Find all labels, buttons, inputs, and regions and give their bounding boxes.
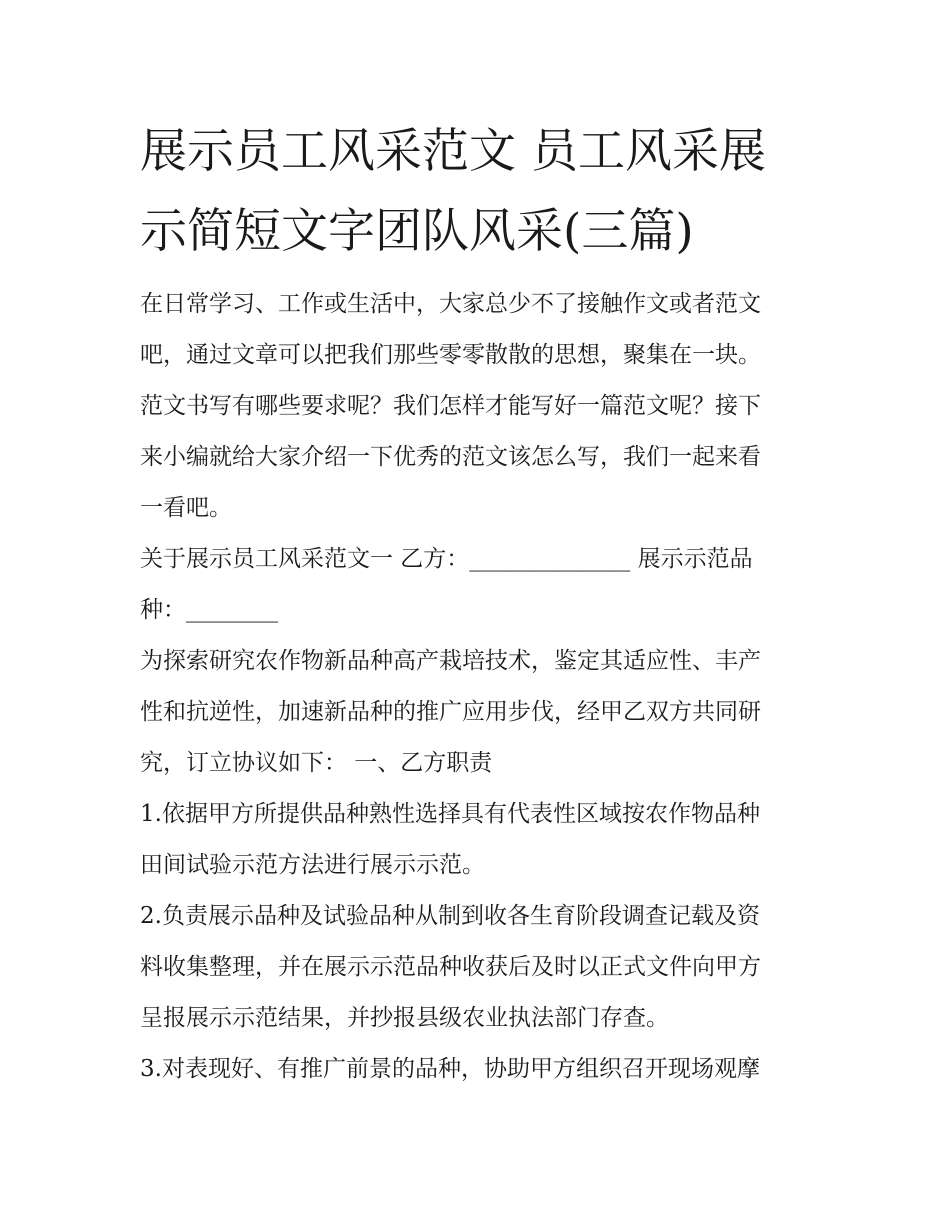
paragraph-intro: 在日常学习、工作或生活中，大家总少不了接触作文或者范文 吧，通过文章可以把我们那些零零散散的思想，聚集在一块。 范文书写有哪些要求呢？我们怎样才能写好一篇范文呢？接下 来小编就给大家介绍一下优秀的范文该怎么写，我们一起来看 一看吧。 <box>140 291 761 521</box>
paragraph-item-1: 1.依据甲方所提供品种熟性选择具有代表性区域按农作物品种 田间试验示范方法进行展示示范。 <box>140 801 760 878</box>
paragraph-party-b: 关于展示员工风采范文一 乙方：______________ 展示示范品 种：________ <box>140 546 753 623</box>
document-body <box>140 112 820 1095</box>
document-title: 展示员工风采范文 员工风采展 示简短文字团队风采(三篇) <box>140 124 766 259</box>
paragraph-purpose: 为探索研究农作物新品种高产栽培技术，鉴定其适应性、丰产 性和抗逆性，加速新品种的推广应用步伐，经甲乙双方共同研 究，订立协议如下： 一、乙方职责 <box>140 648 761 776</box>
paragraph-item-3: 3.对表现好、有推广前景的品种，协助甲方组织召开现场观摩 <box>140 1056 760 1082</box>
paragraph-item-2: 2.负责展示品种及试验品种从制到收各生育阶段调查记载及资 料收集整理，并在展示示范品种收获后及时以正式文件向甲方 呈报展示示范结果，并抄报县级农业执法部门存查。 <box>140 903 761 1031</box>
